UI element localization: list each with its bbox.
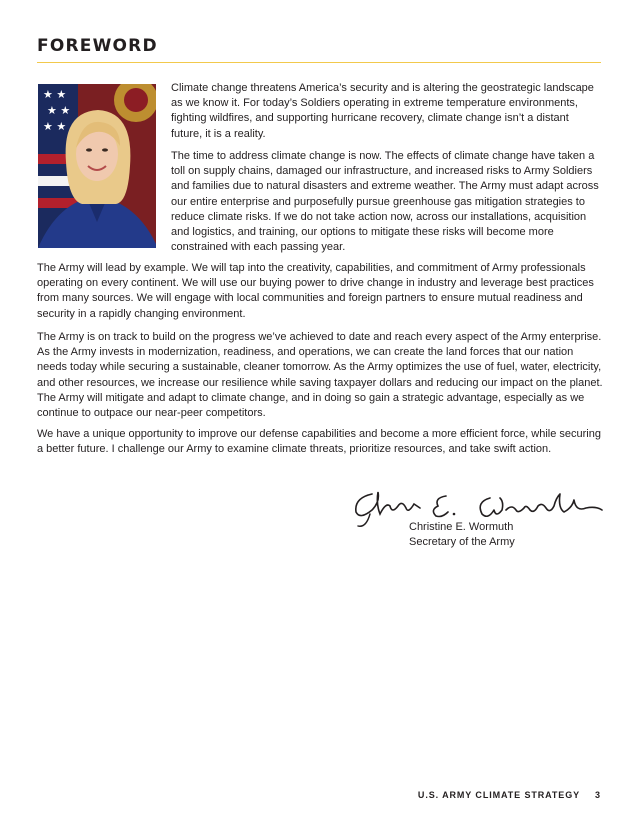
page-number: 3 [594, 790, 600, 800]
foreword-paragraph: The time to address climate change is now. The effects of climate change have taken a toll on supply chains, damaged our infrastructure, and increased risks to Army Soldiers and families due to natural disasters and extreme weather. The Army must adapt across our entire enterprise and purposefully pursue greenhouse gas mitigation strategies to reduce climate risks. If we do not take action now, across our installations, acquisition and logistics, and training, our options to mitigate these risks will become more constrained with each passing year. [171, 150, 599, 254]
foreword-paragraph: The Army will lead by example. We will tap into the creativity, capabilities, and commitment of Army professionals operating on every continent. We will use our buying power to drive change in industry and leverage best practices from many sources. We will engage with local communities and foreign partners to ensure mutual readiness and security in a rapidly changing environment. [37, 262, 594, 320]
heading-divider [37, 62, 601, 63]
svg-text:★ ★: ★ ★ [47, 104, 71, 117]
signer-name: Christine E. Wormuth [409, 521, 514, 533]
page-heading: FOREWORD [37, 36, 158, 56]
svg-text:★ ★: ★ ★ [43, 120, 67, 133]
foreword-paragraph: We have a unique opportunity to improve our defense capabilities and become a more efficient force, while securing a better future. I challenge our Army to examine climate threats, prioritize resources, and take swift action. [37, 428, 601, 456]
footer-document-title: U.S. ARMY CLIMATE STRATEGY [417, 790, 580, 800]
signer-title: Secretary of the Army [409, 536, 515, 548]
svg-text:★ ★: ★ ★ [43, 88, 67, 101]
official-portrait [38, 84, 156, 248]
foreword-paragraph: The Army is on track to build on the progress we’ve achieved to date and reach every aspect of the Army enterprise. As the Army invests in modernization, readiness, and operations, we can create the land forces that our nation needs today while securing a sustainable, cleaner tomorrow. As the Army optimizes the use of fuel, water, electricity, and other resources, we increase our resilience while saving taxpayer dollars and reducing our impact on the planet. The Army will mitigate and adapt to climate change, and in doing so gain a strategic advantage, especially as we continue to outpace our near-peer competitors. [37, 331, 603, 420]
foreword-paragraph: Climate change threatens America’s security and is altering the geostrategic landscape as we know it. For today’s Soldiers operating in extreme temperature environments, fighting wildfires, and supporting hurricane recovery, climate change isn’t a distant future, it is a reality. [171, 82, 594, 140]
portrait-illustration [38, 84, 156, 248]
